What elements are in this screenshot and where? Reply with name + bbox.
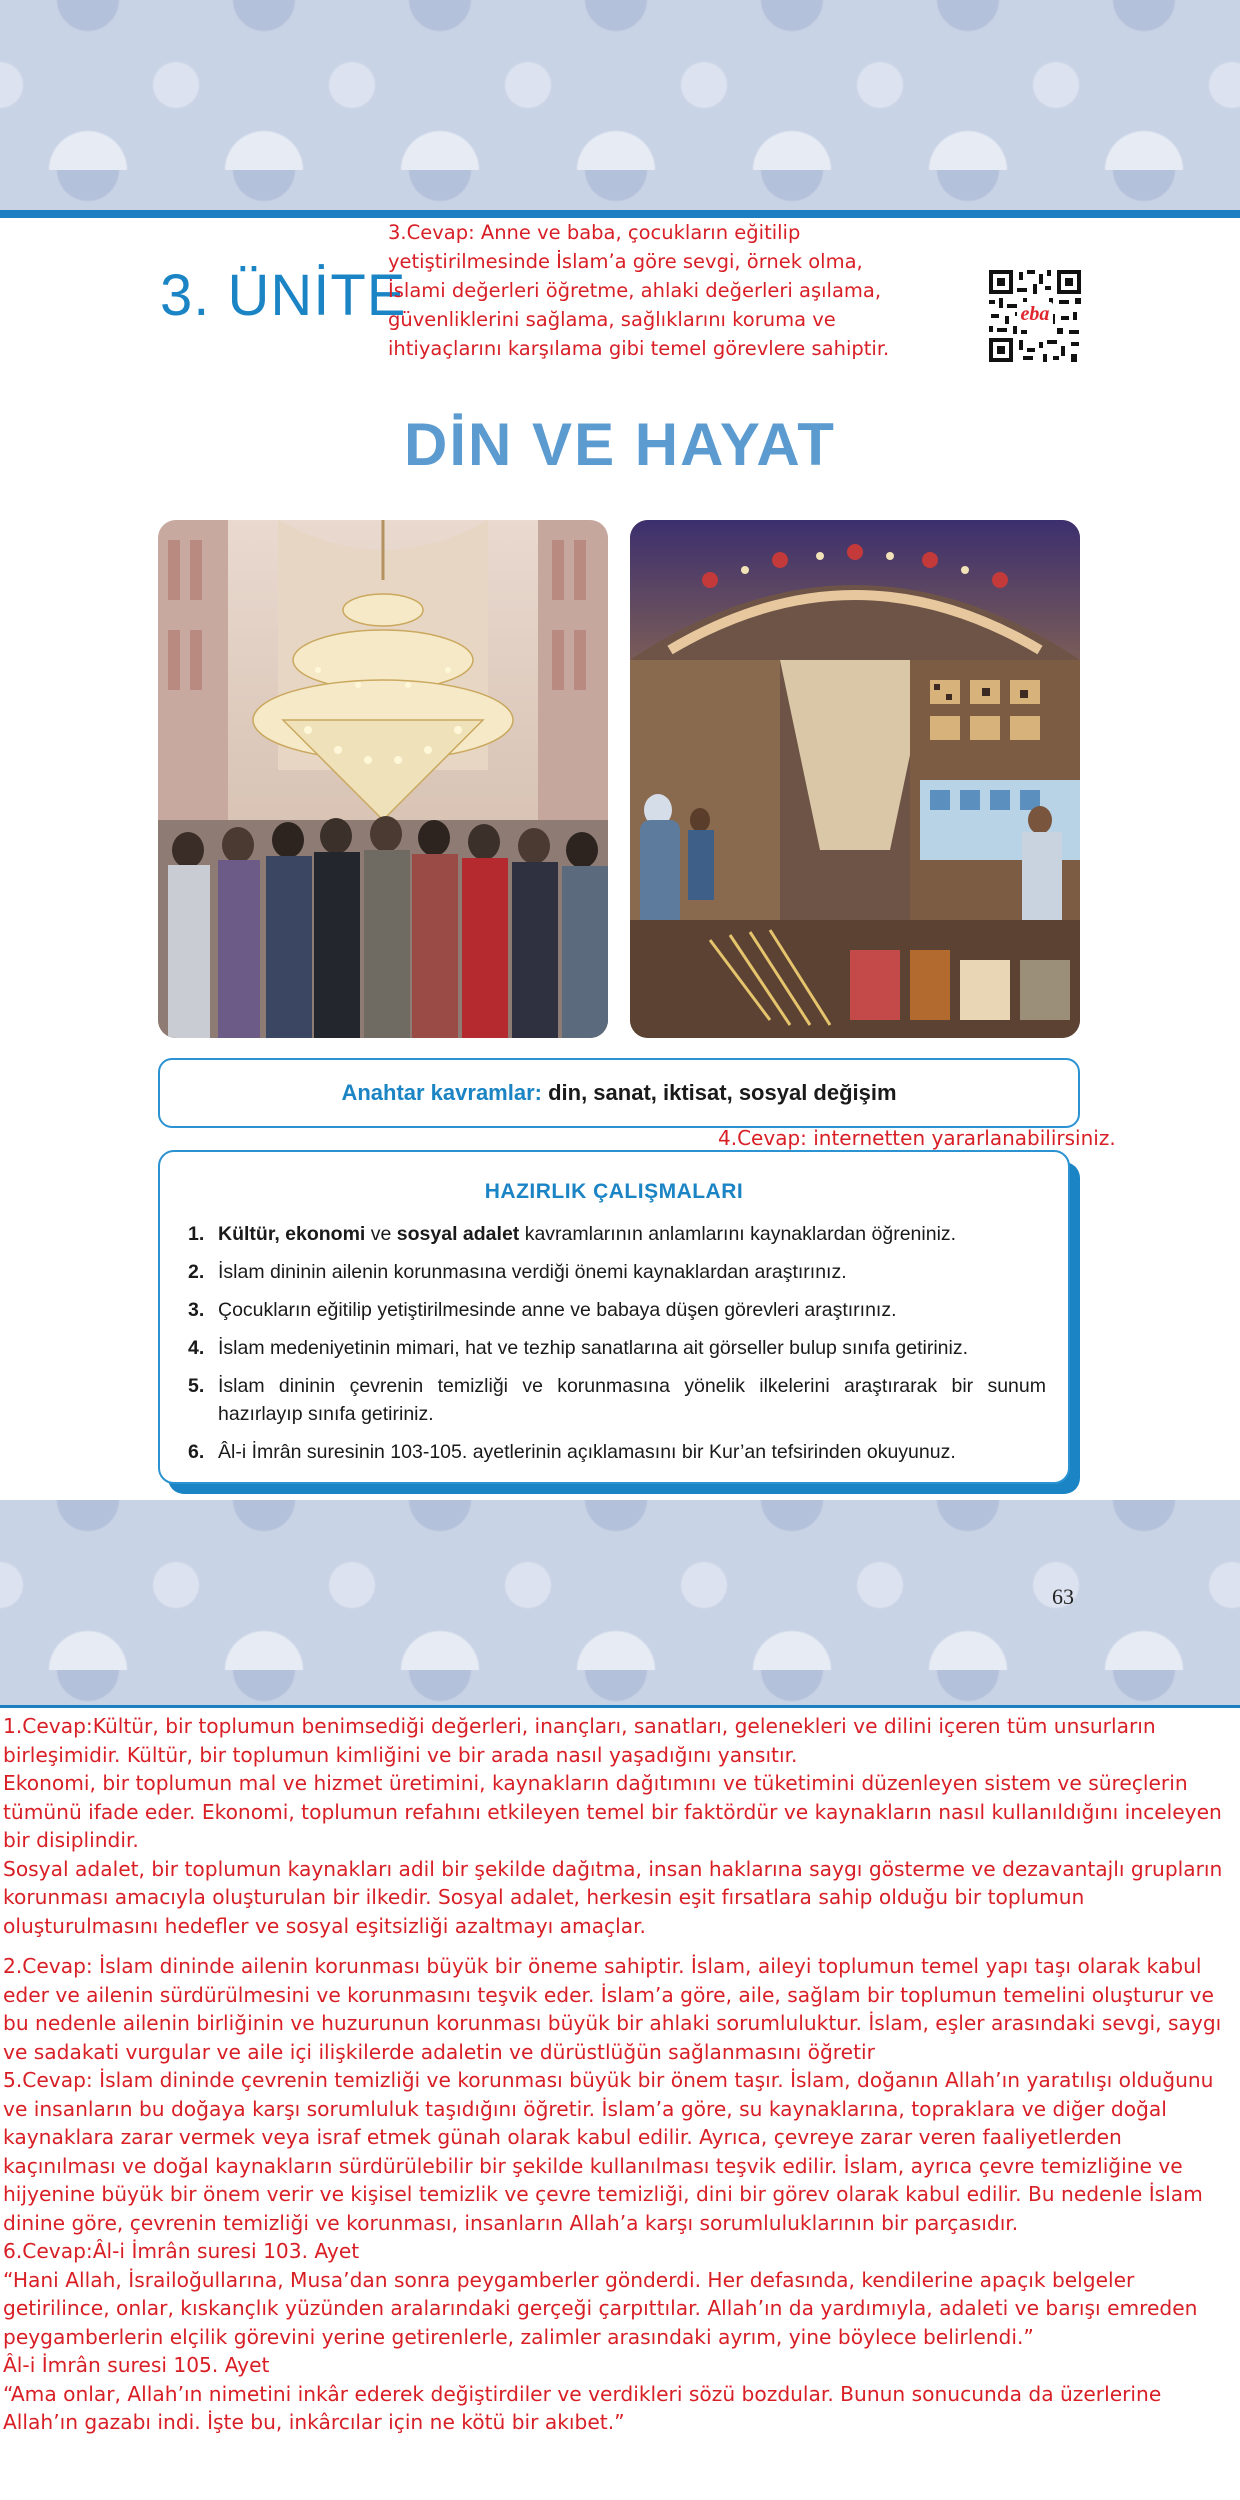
answer-6-heading: 6.Cevap:Âl-i İmrân suresi 103. Ayet (3, 2239, 360, 2263)
answer-4-text: 4.Cevap: internetten yararlanabilirsiniz. (718, 1126, 1116, 1150)
list-item (188, 1296, 1046, 1324)
answers-section (3, 1712, 1235, 2437)
mosque-chandelier-photo (158, 520, 608, 1038)
list-item-bold-term: sosyal adalet (396, 1223, 520, 1245)
key-concepts-box (158, 1058, 1080, 1128)
list-item-text: İslam dininin çevrenin temizliği ve korunmasına yönelik ilkelerini araştırarak bir sunum hazırlayıp sınıfa getiriniz. (218, 1375, 1046, 1425)
answer-6-heading-105: Âl-i İmrân suresi 105. Ayet (3, 2353, 270, 2377)
list-item-bold-term: Kültür, ekonomi (218, 1223, 366, 1245)
chapter-title: DİN VE HAYAT (404, 411, 836, 478)
answer-1-culture: 1.Cevap:Kültür, bir toplumun benimsediği değerleri, inançları, sanatları, gelenekleri ve dilini içeren tüm unsurların birleşimidir. Kültür, bir toplumun kimliğini ve bir arada nasıl yaşadığını yansıtır. (3, 1714, 1156, 1767)
list-item-number: 5. (188, 1375, 205, 1397)
grand-bazaar-illustration (630, 520, 1080, 1038)
list-item (188, 1334, 1046, 1362)
list-item (188, 1220, 1046, 1248)
answer-6-verse-103: “Hani Allah, İsrailoğullarına, Musa’dan sonra peygamberler gönderdi. Her defasında, kendilerine apaçık belgeler getirilince, onlar, kıskançlık yüzünden aralarındaki gerçeği çarpıttılar. Allah’ın da yardımıyla, adaleti ve barışı emreden peygamberlerin elçilik görevini yerine getirenlerle, zalimler arasındaki ayrım, yine böylece belirlendi.” (3, 2267, 1198, 2349)
top-ornamental-band (0, 0, 1240, 210)
qr-code-icon[interactable] (987, 268, 1083, 364)
header-divider (0, 210, 1240, 218)
page-number: 63 (1052, 1584, 1074, 1609)
list-item-number: 1. (188, 1223, 205, 1245)
key-concepts-value: din, sanat, iktisat, sosyal değişim (541, 1080, 897, 1105)
grand-bazaar-photo (630, 520, 1080, 1038)
footer-divider (0, 1705, 1240, 1708)
list-item-number: 6. (188, 1441, 205, 1463)
preparation-title: HAZIRLIK ÇALIŞMALARI (484, 1180, 744, 1203)
answer-6-verse-105: “Ama onlar, Allah’ın nimetini inkâr ederek değiştirdiler ve verdikleri sözü bozdular. Bunun sonucunda da üzerlerine Allah’ın gazabı indi. İşte bu, inkârcılar için ne kötü bir akıbet.” (3, 2381, 1162, 2434)
list-item (188, 1258, 1046, 1286)
list-item (188, 1372, 1046, 1428)
preparation-list (188, 1220, 1046, 1476)
list-item-text: Çocukların eğitilip yetiştirilmesinde anne ve babaya düşen görevleri araştırınız. (218, 1299, 897, 1321)
list-item (188, 1438, 1046, 1466)
list-item-number: 2. (188, 1261, 205, 1283)
spacer (3, 1940, 1235, 1952)
answer-1-economy: Ekonomi, bir toplumun mal ve hizmet üretimini, kaynakların dağıtımını ve tüketimini düzenleyen sistem ve süreçlerin tümünü ifade eder. Ekonomi, toplumun refahını etkileyen temel bir faktördür ve kaynakların nasıl kullanıldığını inceleyen bir disiplindir. (3, 1771, 1222, 1852)
list-item-text: ve (365, 1223, 397, 1245)
answer-2-text: 2.Cevap: İslam dininde ailenin korunması büyük bir öneme sahiptir. İslam, aileyi toplumun temel yapı taşı olarak kabul eder ve ailenin sürdürülmesini ve korunmasını teşvik eder. İslam’a göre, aile, sağlam bir toplumun temelini oluşturur ve bu nedenle ailenin birliğinin ve huzurunun korunması büyük bir ahlaki sorumluluktur. İslam, eşler arasındaki sevgi, saygı ve sadakati vurgular ve aile içi ilişkilerde adaletin ve dürüstlüğün sağlanmasını öğretir (3, 1954, 1222, 2064)
list-item-text: kavramlarının anlamlarını kaynaklardan öğreniniz. (519, 1223, 957, 1245)
unit-title: 3. ÜNİTE (160, 263, 407, 328)
mosque-chandelier-illustration (158, 520, 608, 1038)
list-item-number: 3. (188, 1299, 205, 1321)
eba-logo: eba (1020, 303, 1050, 325)
qr-code-graphic (987, 268, 1083, 364)
list-item-number: 4. (188, 1337, 205, 1359)
answer-3-text: 3.Cevap: Anne ve baba, çocukların eğitilip yetiştirilmesinde İslam’a göre sevgi, örnek olma, İslami değerleri öğretme, ahlaki değerleri aşılama, güvenliklerini sağlama, sağlıklarını koruma ve ihtiyaçlarını karşılama gibi temel görevlere sahiptir. (388, 221, 890, 360)
list-item-text: İslam dininin ailenin korunmasına verdiği önemi kaynaklardan araştırınız. (218, 1261, 847, 1283)
preparation-box (158, 1150, 1070, 1484)
answer-1-social-justice: Sosyal adalet, bir toplumun kaynakları adil bir şekilde dağıtma, insan haklarına saygı gösterme ve dezavantajlı grupların korunması amacıyla oluşturulan bir ilkedir. Sosyal adalet, herkesin eşit fırsatlara sahip olduğu bir toplumun oluşturulmasını hedefler ve sosyal eşitsizliği azaltmayı amaçlar. (3, 1856, 1223, 1938)
key-concepts-label: Anahtar kavramlar: (341, 1080, 542, 1105)
list-item-text: İslam medeniyetinin mimari, hat ve tezhip sanatlarına ait görseller bulup sınıfa getiriniz. (218, 1337, 969, 1359)
list-item-text: Âl-i İmrân suresinin 103-105. ayetlerinin açıklamasını bir Kur’an tefsirinden okuyunuz. (218, 1441, 956, 1463)
answer-5-text: 5.Cevap: İslam dininde çevrenin temizliği ve korunması büyük bir önem taşır. İslam, doğanın Allah’ın yaratılışı olduğunu ve insanların bu doğaya karşı sorumluluk taşıdığını öğretir. İslam’a göre, su kaynaklarına, topraklara ve diğer doğal kaynaklara zarar vermek veya israf etmek günah olarak kabul edilir. Ayrıca, çevreye zarar veren faaliyetlerden kaçınılması ve doğal kaynakların sürdürülebilir bir şekilde kullanılması teşvik edilir. İslam, ayrıca çevre temizliğine ve hijyenine büyük bir önem verir ve kişisel temizlik ve çevre temizliği, dini bir görev olarak kabul edilir. Bu nedenle İslam dinine göre, çevrenin temizliği ve korunması, insanların Allah’a karşı sorumluluklarının bir parçasıdır. (3, 2068, 1214, 2235)
